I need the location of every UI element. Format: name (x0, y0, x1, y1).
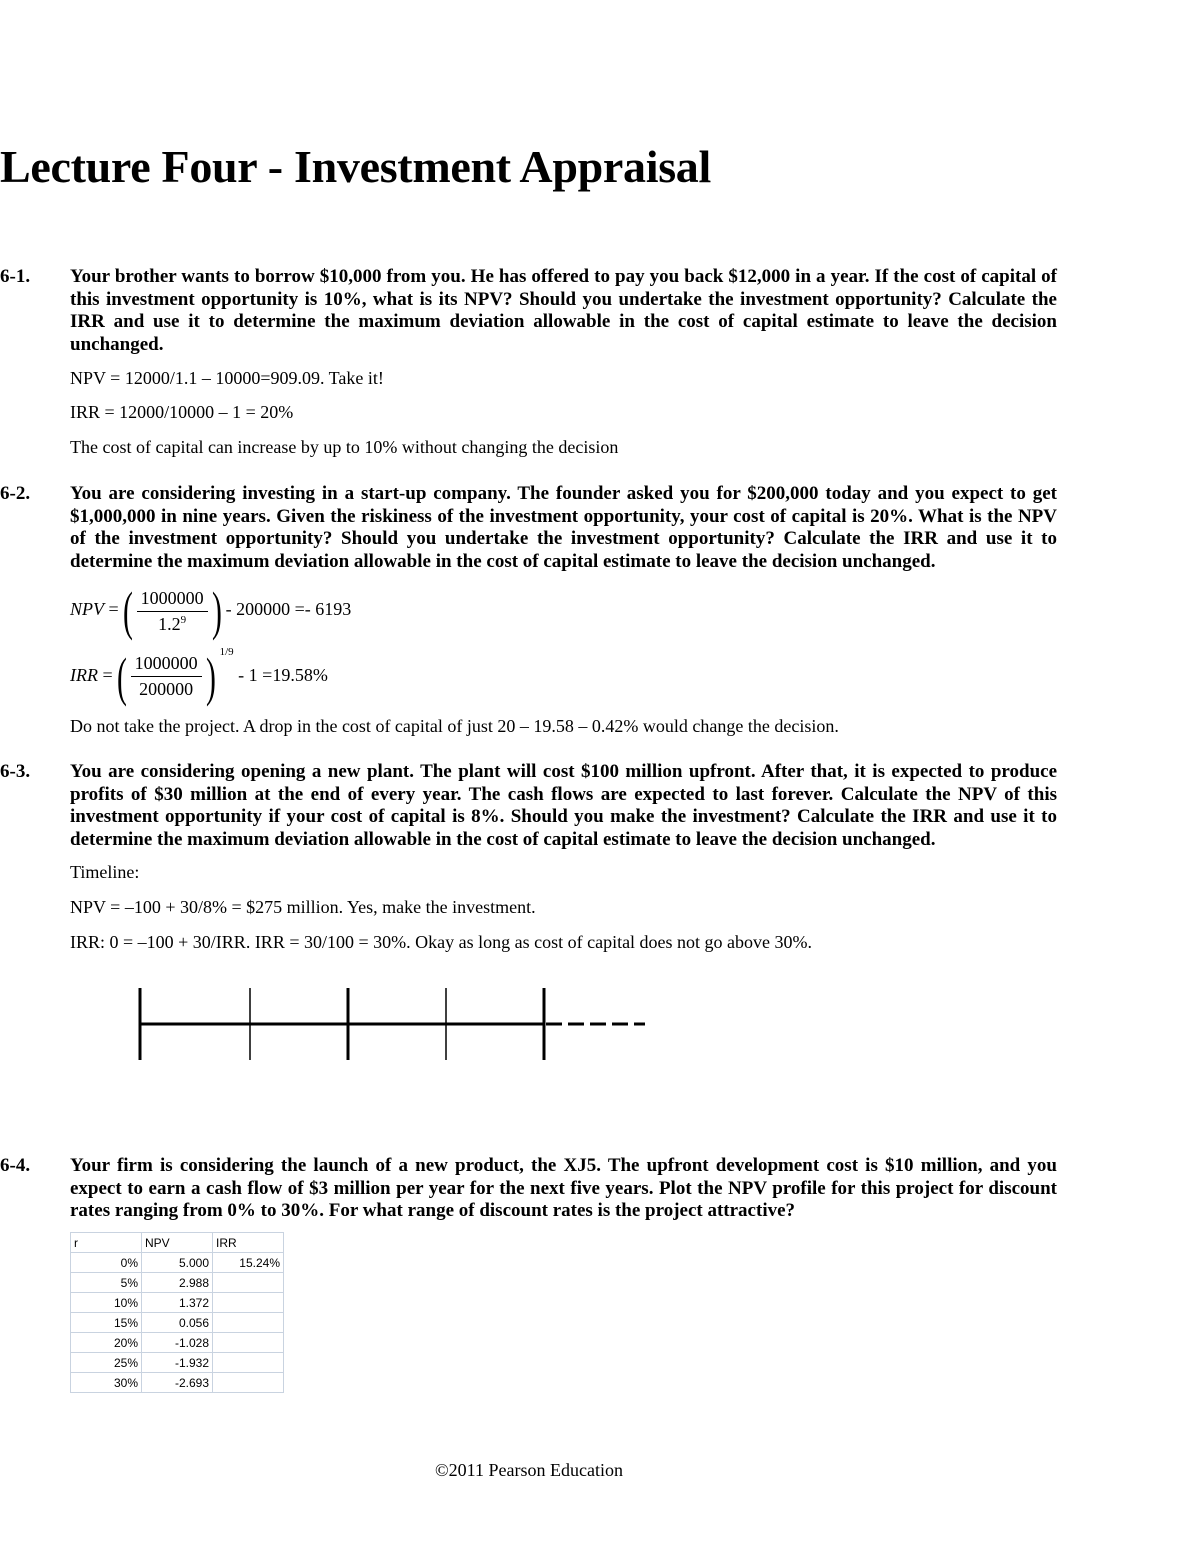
irr-cell (213, 1293, 284, 1313)
irr-cell (213, 1333, 284, 1353)
rate-cell: 10% (71, 1293, 142, 1313)
formula-lhs: IRR (70, 665, 98, 685)
npv-cell: 1.372 (142, 1293, 213, 1313)
npv-cell: -1.028 (142, 1333, 213, 1353)
page-title: Lecture Four - Investment Appraisal (0, 141, 711, 192)
denominator: 200000 (139, 679, 194, 700)
answer-npv: NPV = 12000/1.1 – 10000=909.09. Take it! (70, 368, 384, 388)
denominator-exponent: 9 (180, 613, 187, 626)
table-row (71, 1373, 284, 1393)
table-row (71, 1273, 284, 1293)
irr-cell (213, 1353, 284, 1373)
header-cell: NPV (142, 1233, 213, 1253)
cash-flow-timeline (130, 984, 660, 1064)
copyright-footer: ©2011 Pearson Education (435, 1460, 623, 1480)
rate-cell: 20% (71, 1333, 142, 1353)
table-row (71, 1313, 284, 1333)
irr-formula: IRR =( $\frac{1000000}{200000}$ ) $^{1/9}$ - 1 =19.58% (70, 646, 328, 707)
denominator: $1.2^9$ (158, 613, 187, 634)
exponent: 1/9 (219, 646, 234, 658)
rate-cell: 15% (71, 1313, 142, 1333)
problem-number: 6-4. (0, 1155, 31, 1176)
numerator: 1000000 (131, 653, 202, 677)
problem-number: 6-2. (0, 483, 31, 504)
formula-rest: - 1 =19.58% (238, 665, 328, 685)
rate-cell: 0% (71, 1253, 142, 1273)
problem-question: Your brother wants to borrow $10,000 from you. He has offered to pay you back $12,000 in a year. If the cost of capital of this investment opportunity is 10%, what is its NPV? Should you undertake the investment opportunity? Calculate the IRR and use it to determine the maximum deviation allowable in the cost of capital estimate to leave the decision unchanged. (70, 266, 1057, 355)
header-cell: r (71, 1233, 142, 1253)
problem-6-2 (0, 483, 1057, 573)
problem-6-4 (0, 1155, 1057, 1223)
answer-irr: IRR = 12000/10000 – 1 = 20% (70, 402, 294, 422)
numerator: 1000000 (137, 588, 208, 612)
rate-cell: 5% (71, 1273, 142, 1293)
problem-number: 6-1. (0, 266, 31, 287)
problem-question: Your firm is considering the launch of a new product, the XJ5. The upfront development cost is $10 million, and you expect to earn a cash flow of $3 million per year for the next five years. Plot the NPV profile for this project for discount rates ranging from 0% to 30%. For what range of discount rates is the project attractive? (70, 1155, 1057, 1221)
irr-cell: 15.24% (213, 1253, 284, 1273)
fraction (137, 588, 208, 635)
table-header-row (71, 1233, 284, 1253)
table-row (71, 1293, 284, 1313)
answer-timeline-label: Timeline: (70, 862, 140, 882)
npv-cell: -2.693 (142, 1373, 213, 1393)
answer-conclusion: Do not take the project. A drop in the cost of capital of just 20 – 19.58 – 0.42% would change the decision. (70, 716, 839, 736)
npv-cell: 5.000 (142, 1253, 213, 1273)
npv-cell: -1.932 (142, 1353, 213, 1373)
rate-cell: 30% (71, 1373, 142, 1393)
table-row (71, 1353, 284, 1373)
problem-question: You are considering opening a new plant. The plant will cost $100 million upfront. After that, it is expected to produce profits of $30 million at the end of every year. The cash flows are expected to last forever. Calculate the NPV of this investment opportunity if your cost of capital is 8%. Should you make the investment? Calculate the IRR and use it to determine the maximum deviation allowable in the cost of capital estimate to leave the decision unchanged. (70, 761, 1057, 850)
npv-profile-table (70, 1232, 284, 1393)
table-row (71, 1333, 284, 1353)
answer-irr: IRR: 0 = –100 + 30/IRR. IRR = 30/100 = 30%. Okay as long as cost of capital does not go above 30%. (70, 932, 813, 952)
table-row (71, 1253, 284, 1273)
problem-6-3 (0, 761, 1057, 851)
formula-rest: - 200000 =- 6193 (225, 599, 352, 620)
rate-cell: 25% (71, 1353, 142, 1373)
answer-conclusion: The cost of capital can increase by up to 10% without changing the decision (70, 437, 619, 457)
npv-cell: 2.988 (142, 1273, 213, 1293)
fraction (131, 653, 202, 700)
problem-question: You are considering investing in a start-up company. The founder asked you for $200,000 today and you expect to get $1,000,000 in nine years. Given the riskiness of the investment opportunity, your cost of capital is 20%. What is the NPV of the investment opportunity? Should you undertake the investment opportunity? Calculate the IRR and use it to determine the maximum deviation allowable in the cost of capital estimate to leave the decision unchanged. (70, 483, 1057, 572)
irr-cell (213, 1373, 284, 1393)
npv-formula: NPV =( $\frac{1000000}{1.2^9}$ ) - 200000 =- 6193 (70, 581, 352, 641)
answer-npv: NPV = –100 + 30/8% = $275 million. Yes, make the investment. (70, 897, 536, 917)
problem-6-1 (0, 266, 1057, 356)
formula-lhs: NPV (70, 599, 104, 620)
header-cell: IRR (213, 1233, 284, 1253)
irr-cell (213, 1313, 284, 1333)
problem-number: 6-3. (0, 761, 31, 782)
npv-cell: 0.056 (142, 1313, 213, 1333)
irr-cell (213, 1273, 284, 1293)
